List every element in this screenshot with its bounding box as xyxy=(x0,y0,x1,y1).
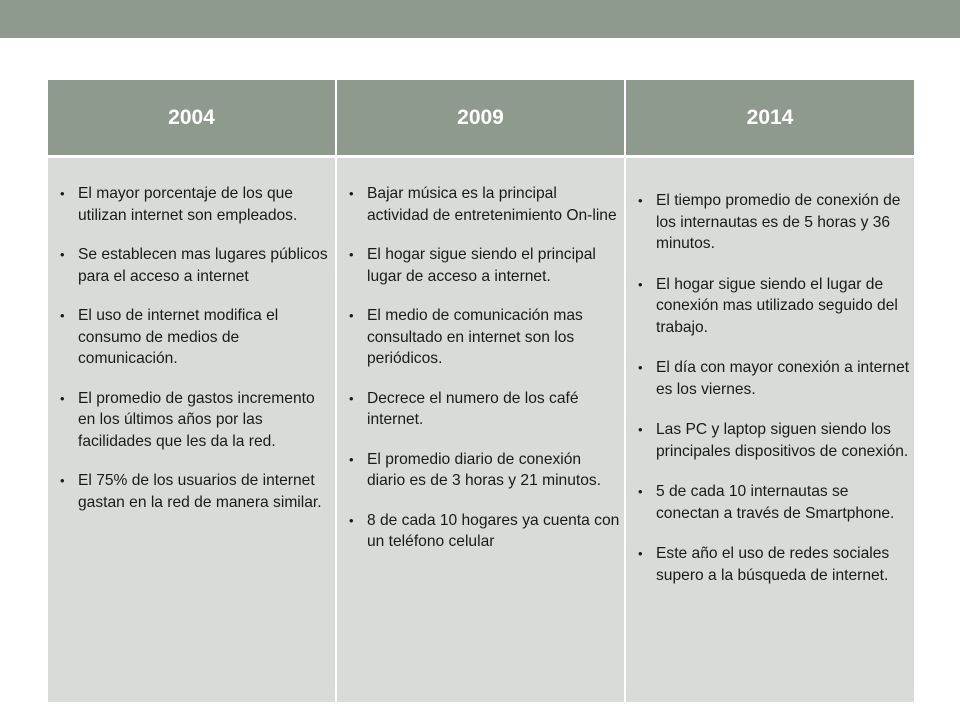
header-2014: 2014 xyxy=(625,80,914,157)
list-item-text: El promedio de gastos incremento en los últimos años por las facilidades que les da la red. xyxy=(78,389,315,450)
bullet-icon: • xyxy=(60,473,65,488)
list-item-text: El promedio diario de conexión diario es de 3 horas y 21 minutos. xyxy=(367,450,602,489)
header-2009: 2009 xyxy=(336,80,625,157)
list-item xyxy=(337,305,624,370)
list-item-text: Este año el uso de redes sociales supero a la búsqueda de internet. xyxy=(656,545,890,584)
bullet-icon: • xyxy=(638,360,643,375)
bullet-icon: • xyxy=(349,186,354,201)
bullet-icon: • xyxy=(349,451,354,467)
list-item-text: 8 de cada 10 hogares ya cuenta con un teléfono celular xyxy=(367,511,620,550)
list-item xyxy=(626,274,914,339)
list-item xyxy=(48,388,335,453)
comparison-table xyxy=(48,80,914,702)
list-item xyxy=(626,419,914,462)
list-item-text: El tiempo promedio de conexión de los internautas es de 5 horas y 36 minutos. xyxy=(656,192,901,252)
list-item-text: Decrece el numero de los café internet. xyxy=(367,389,579,428)
list-item-text: El hogar sigue siendo el lugar de conexión mas utilizado seguido del trabajo. xyxy=(656,275,898,336)
list-item-text: El hogar sigue siendo el principal lugar de acceso a internet. xyxy=(367,246,596,285)
list-item xyxy=(626,190,914,255)
list-item-text: Se establecen mas lugares públicos para el acceso a internet xyxy=(78,246,328,285)
list-item xyxy=(337,510,624,553)
bullet-icon: • xyxy=(60,186,65,201)
list-item xyxy=(48,183,335,226)
header-row xyxy=(48,80,914,157)
column-2009 xyxy=(336,157,625,703)
bullet-icon: • xyxy=(349,390,354,406)
list-item-text: Las PC y laptop siguen siendo los principales dispositivos de conexión. xyxy=(656,421,909,460)
bullet-icon: • xyxy=(60,308,65,323)
list-item xyxy=(626,357,914,400)
list-item-text: El día con mayor conexión a internet es los viernes. xyxy=(656,359,910,398)
list-item xyxy=(48,244,335,287)
bullet-icon: • xyxy=(638,193,643,208)
list-item-text: 5 de cada 10 internautas se conectan a través de Smartphone. xyxy=(656,483,895,522)
top-banner xyxy=(0,0,960,38)
list-item xyxy=(626,543,914,586)
list-item xyxy=(337,449,624,492)
list-item-text: El 75% de los usuarios de internet gastan en la red de manera similar. xyxy=(78,472,322,511)
list-item-text: Bajar música es la principal actividad de entretenimiento On-line xyxy=(367,185,617,224)
bullet-icon: • xyxy=(638,546,643,561)
bullet-icon: • xyxy=(638,484,643,499)
bullet-icon: • xyxy=(349,512,354,528)
column-2004 xyxy=(48,157,336,703)
list-item-text: El medio de comunicación mas consultado en internet son los periódicos. xyxy=(367,307,583,367)
list-item xyxy=(48,305,335,370)
list-item xyxy=(626,481,914,524)
bullet-list-2004 xyxy=(48,158,335,513)
bullet-icon: • xyxy=(60,247,65,262)
list-item xyxy=(48,470,335,513)
bullet-icon: • xyxy=(638,276,643,292)
list-item xyxy=(337,244,624,287)
bullet-icon: • xyxy=(60,390,65,406)
content-row xyxy=(48,157,914,703)
bullet-list-2014 xyxy=(626,158,914,586)
list-item xyxy=(337,388,624,431)
bullet-icon: • xyxy=(638,422,643,437)
bullet-list-2009 xyxy=(337,158,624,553)
column-2014 xyxy=(625,157,914,703)
list-item xyxy=(337,183,624,226)
bullet-icon: • xyxy=(349,308,354,323)
bullet-icon: • xyxy=(349,247,354,262)
list-item-text: El uso de internet modifica el consumo de medios de comunicación. xyxy=(78,307,279,367)
list-item-text: El mayor porcentaje de los que utilizan internet son empleados. xyxy=(78,185,298,224)
header-2004: 2004 xyxy=(48,80,336,157)
